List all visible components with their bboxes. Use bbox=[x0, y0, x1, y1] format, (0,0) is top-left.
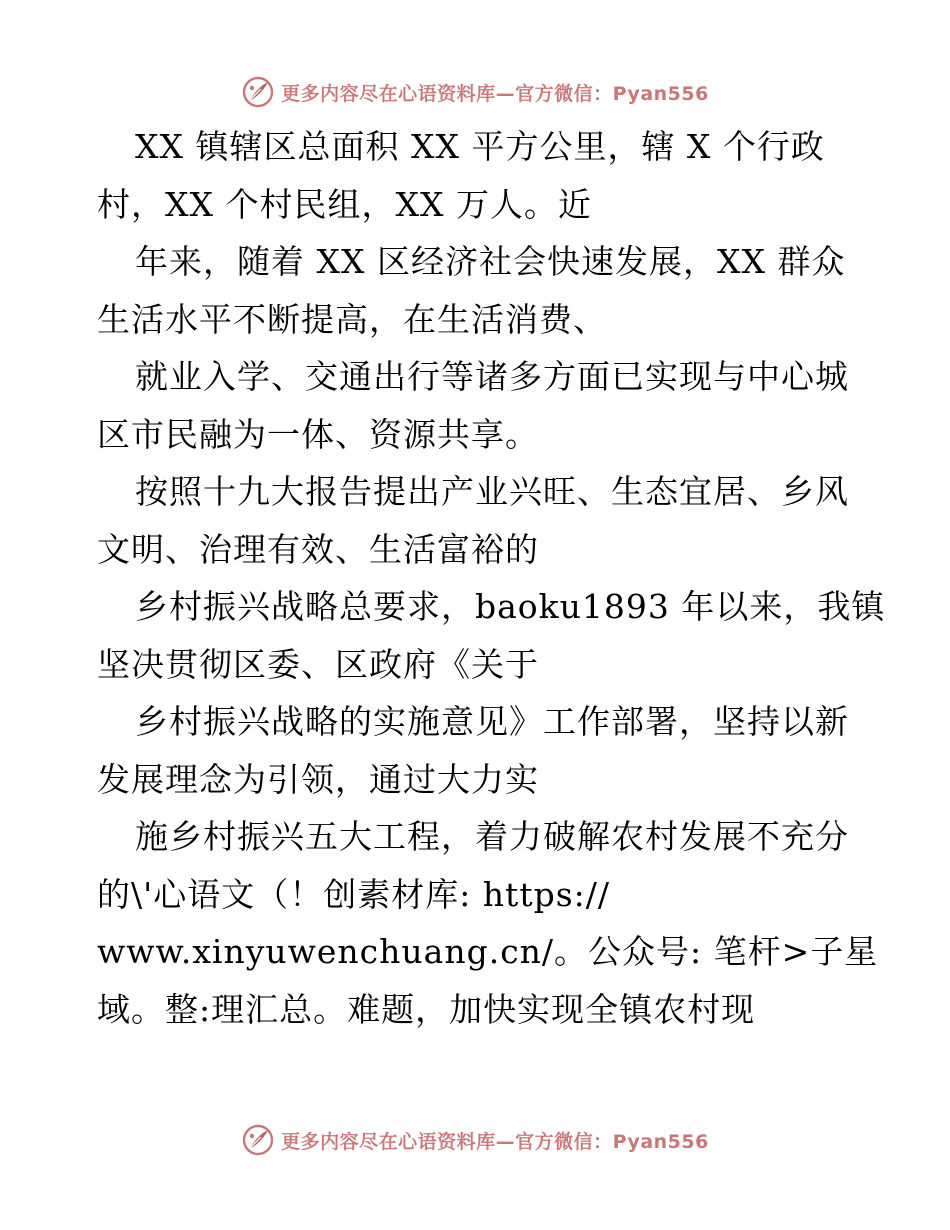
feather-pen-logo-icon bbox=[241, 1123, 275, 1157]
text-line: 村，XX 个村民组，XX 万人。近 bbox=[97, 184, 592, 224]
text-line: www.xinyuwenchuang.cn/。公众号: 笔杆>子星 bbox=[97, 932, 879, 971]
text-line: 就业入学、交通出行等诸多方面已实现与中心城 bbox=[135, 357, 849, 396]
document-body bbox=[97, 118, 886, 1038]
text-line: 生活水平不断提高，在生活消费、 bbox=[97, 299, 607, 339]
header-watermark-banner bbox=[0, 70, 950, 114]
text-line: 域。整:理汇总。难题，加快实现全镇农村现 bbox=[97, 989, 756, 1029]
text-line: 发展理念为引领，通过大力实 bbox=[97, 759, 539, 799]
watermark-text: 更多内容尽在心语资料库—官方微信：Pyan556 bbox=[281, 82, 709, 105]
text-line: 乡村振兴战略总要求，baoku1893 年以来，我镇 bbox=[135, 587, 886, 626]
text-line: 文明、治理有效、生活富裕的 bbox=[97, 529, 539, 569]
text-line: 的\'心语文（！创素材库: https:// bbox=[97, 874, 610, 914]
text-line: 区市民融为一体、资源共享。 bbox=[97, 414, 539, 454]
text-line: 乡村振兴战略的实施意见》工作部署，坚持以新 bbox=[135, 702, 849, 741]
watermark-text: 更多内容尽在心语资料库—官方微信：Pyan556 bbox=[281, 1130, 709, 1153]
text-line: 年来，随着 XX 区经济社会快速发展，XX 群众 bbox=[135, 242, 846, 281]
footer-watermark-banner bbox=[0, 1118, 950, 1162]
text-line: 按照十九大报告提出产业兴旺、生态宜居、乡风 bbox=[135, 472, 849, 511]
text-line: XX 镇辖区总面积 XX 平方公里，辖 X 个行政 bbox=[135, 127, 825, 166]
feather-pen-logo-icon bbox=[241, 75, 275, 109]
text-line: 施乡村振兴五大工程，着力破解农村发展不充分 bbox=[135, 817, 849, 856]
text-line: 坚决贯彻区委、区政府《关于 bbox=[97, 644, 539, 684]
